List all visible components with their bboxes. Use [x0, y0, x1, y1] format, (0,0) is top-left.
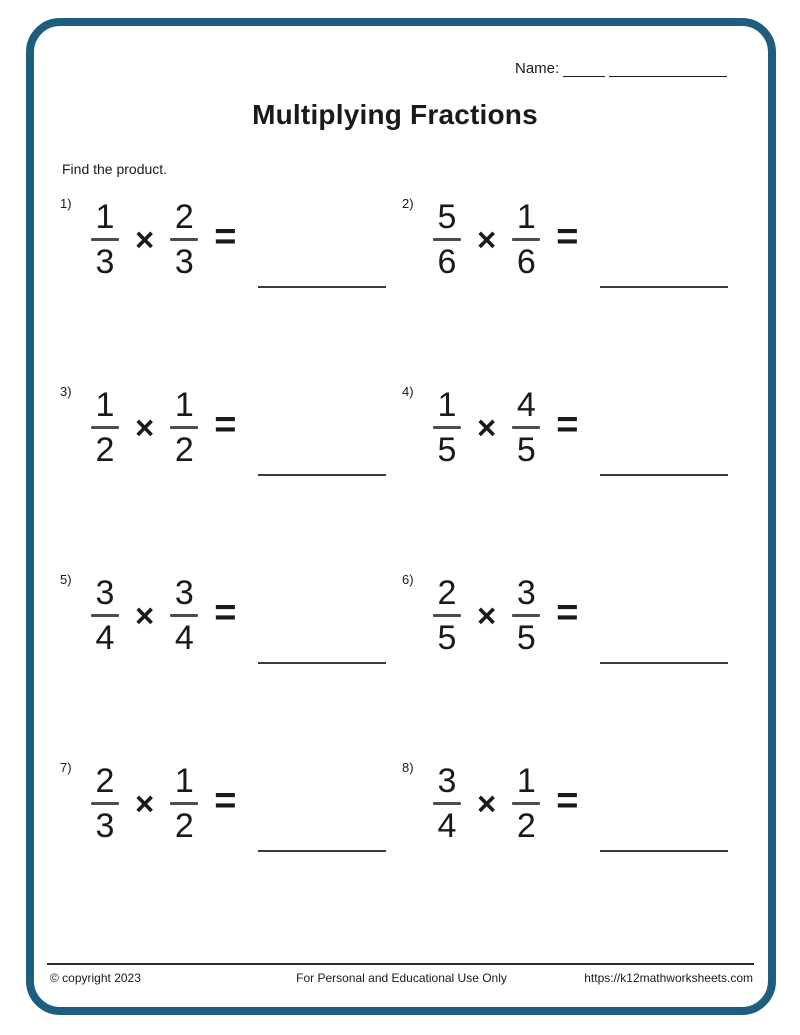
name-blank-line — [609, 60, 727, 77]
denominator: 2 — [174, 806, 194, 845]
website-url: https://k12mathworksheets.com — [584, 971, 753, 985]
denominator: 4 — [174, 618, 194, 657]
problem-number: 3) — [60, 384, 72, 399]
problem-4 — [402, 380, 750, 568]
fraction-2 — [167, 199, 201, 280]
answer-blank — [258, 286, 386, 288]
fraction-bar — [433, 802, 461, 805]
fraction-bar — [433, 426, 461, 429]
fraction-bar — [512, 426, 540, 429]
problem-number: 8) — [402, 760, 414, 775]
denominator: 5 — [516, 618, 536, 657]
numerator: 1 — [174, 385, 194, 424]
problems-grid — [60, 192, 750, 944]
equals-sign: = — [214, 592, 237, 634]
fraction-bar — [433, 238, 461, 241]
multiply-icon: × — [477, 785, 497, 822]
numerator: 1 — [174, 761, 194, 800]
problem-expression — [430, 385, 728, 469]
fraction-2 — [509, 575, 543, 656]
denominator: 5 — [516, 430, 536, 469]
denominator: 2 — [95, 430, 115, 469]
multiply-icon: × — [135, 597, 155, 634]
problem-expression — [430, 761, 728, 845]
denominator: 6 — [516, 242, 536, 281]
problem-8 — [402, 756, 750, 944]
fraction-bar — [91, 238, 119, 241]
problem-expression — [88, 197, 386, 281]
problem-expression — [88, 761, 386, 845]
numerator: 1 — [516, 197, 536, 236]
fraction-1 — [88, 387, 122, 468]
problem-expression — [430, 573, 728, 657]
answer-blank — [600, 474, 728, 476]
numerator: 3 — [437, 761, 457, 800]
fraction-bar — [170, 238, 198, 241]
fraction-bar — [512, 614, 540, 617]
numerator: 1 — [95, 197, 115, 236]
multiply-icon: × — [477, 597, 497, 634]
answer-blank — [600, 850, 728, 852]
fraction-bar — [512, 238, 540, 241]
numerator: 1 — [437, 385, 457, 424]
name-blank-line — [563, 60, 605, 77]
fraction-2 — [509, 199, 543, 280]
usage-text: For Personal and Educational Use Only — [296, 971, 507, 985]
equals-sign: = — [214, 404, 237, 446]
problem-5 — [60, 568, 402, 756]
equals-sign: = — [214, 216, 237, 258]
footer-divider — [47, 963, 754, 965]
instruction-text: Find the product. — [62, 161, 168, 177]
fraction-bar — [91, 426, 119, 429]
fraction-1 — [430, 575, 464, 656]
numerator: 4 — [516, 385, 536, 424]
answer-blank — [600, 662, 728, 664]
fraction-bar — [170, 614, 198, 617]
equals-sign: = — [556, 780, 579, 822]
multiply-icon: × — [135, 785, 155, 822]
problem-6 — [402, 568, 750, 756]
fraction-2 — [509, 763, 543, 844]
fraction-bar — [512, 802, 540, 805]
equals-sign: = — [556, 404, 579, 446]
equals-sign: = — [556, 592, 579, 634]
multiply-icon: × — [477, 409, 497, 446]
denominator: 2 — [174, 430, 194, 469]
fraction-2 — [509, 387, 543, 468]
multiply-icon: × — [135, 409, 155, 446]
fraction-bar — [91, 802, 119, 805]
numerator: 3 — [516, 573, 536, 612]
multiply-icon: × — [477, 221, 497, 258]
problem-7 — [60, 756, 402, 944]
denominator: 3 — [174, 242, 194, 281]
fraction-1 — [430, 199, 464, 280]
denominator: 3 — [95, 242, 115, 281]
answer-blank — [258, 474, 386, 476]
footer — [50, 971, 753, 985]
fraction-bar — [170, 426, 198, 429]
fraction-2 — [167, 575, 201, 656]
denominator: 2 — [516, 806, 536, 845]
problem-number: 1) — [60, 196, 72, 211]
answer-blank — [600, 286, 728, 288]
problem-expression — [88, 385, 386, 469]
multiply-icon: × — [135, 221, 155, 258]
fraction-1 — [430, 763, 464, 844]
denominator: 3 — [95, 806, 115, 845]
problem-3 — [60, 380, 402, 568]
denominator: 6 — [437, 242, 457, 281]
numerator: 5 — [437, 197, 457, 236]
problem-2 — [402, 192, 750, 380]
numerator: 2 — [437, 573, 457, 612]
fraction-bar — [91, 614, 119, 617]
problem-number: 2) — [402, 196, 414, 211]
denominator: 5 — [437, 430, 457, 469]
fraction-bar — [433, 614, 461, 617]
numerator: 2 — [174, 197, 194, 236]
fraction-2 — [167, 387, 201, 468]
numerator: 1 — [95, 385, 115, 424]
problem-number: 5) — [60, 572, 72, 587]
fraction-1 — [88, 763, 122, 844]
problem-number: 4) — [402, 384, 414, 399]
problem-number: 6) — [402, 572, 414, 587]
fraction-1 — [88, 575, 122, 656]
equals-sign: = — [556, 216, 579, 258]
denominator: 4 — [95, 618, 115, 657]
page-title: Multiplying Fractions — [252, 99, 538, 130]
fraction-1 — [430, 387, 464, 468]
problem-1 — [60, 192, 402, 380]
denominator: 4 — [437, 806, 457, 845]
name-field — [515, 60, 727, 77]
problem-expression — [430, 197, 728, 281]
fraction-2 — [167, 763, 201, 844]
problem-number: 7) — [60, 760, 72, 775]
answer-blank — [258, 850, 386, 852]
numerator: 1 — [516, 761, 536, 800]
numerator: 3 — [174, 573, 194, 612]
answer-blank — [258, 662, 386, 664]
problem-expression — [88, 573, 386, 657]
numerator: 3 — [95, 573, 115, 612]
fraction-bar — [170, 802, 198, 805]
denominator: 5 — [437, 618, 457, 657]
copyright-text: © copyright 2023 — [50, 971, 141, 985]
numerator: 2 — [95, 761, 115, 800]
equals-sign: = — [214, 780, 237, 822]
fraction-1 — [88, 199, 122, 280]
name-label: Name: — [515, 60, 560, 77]
